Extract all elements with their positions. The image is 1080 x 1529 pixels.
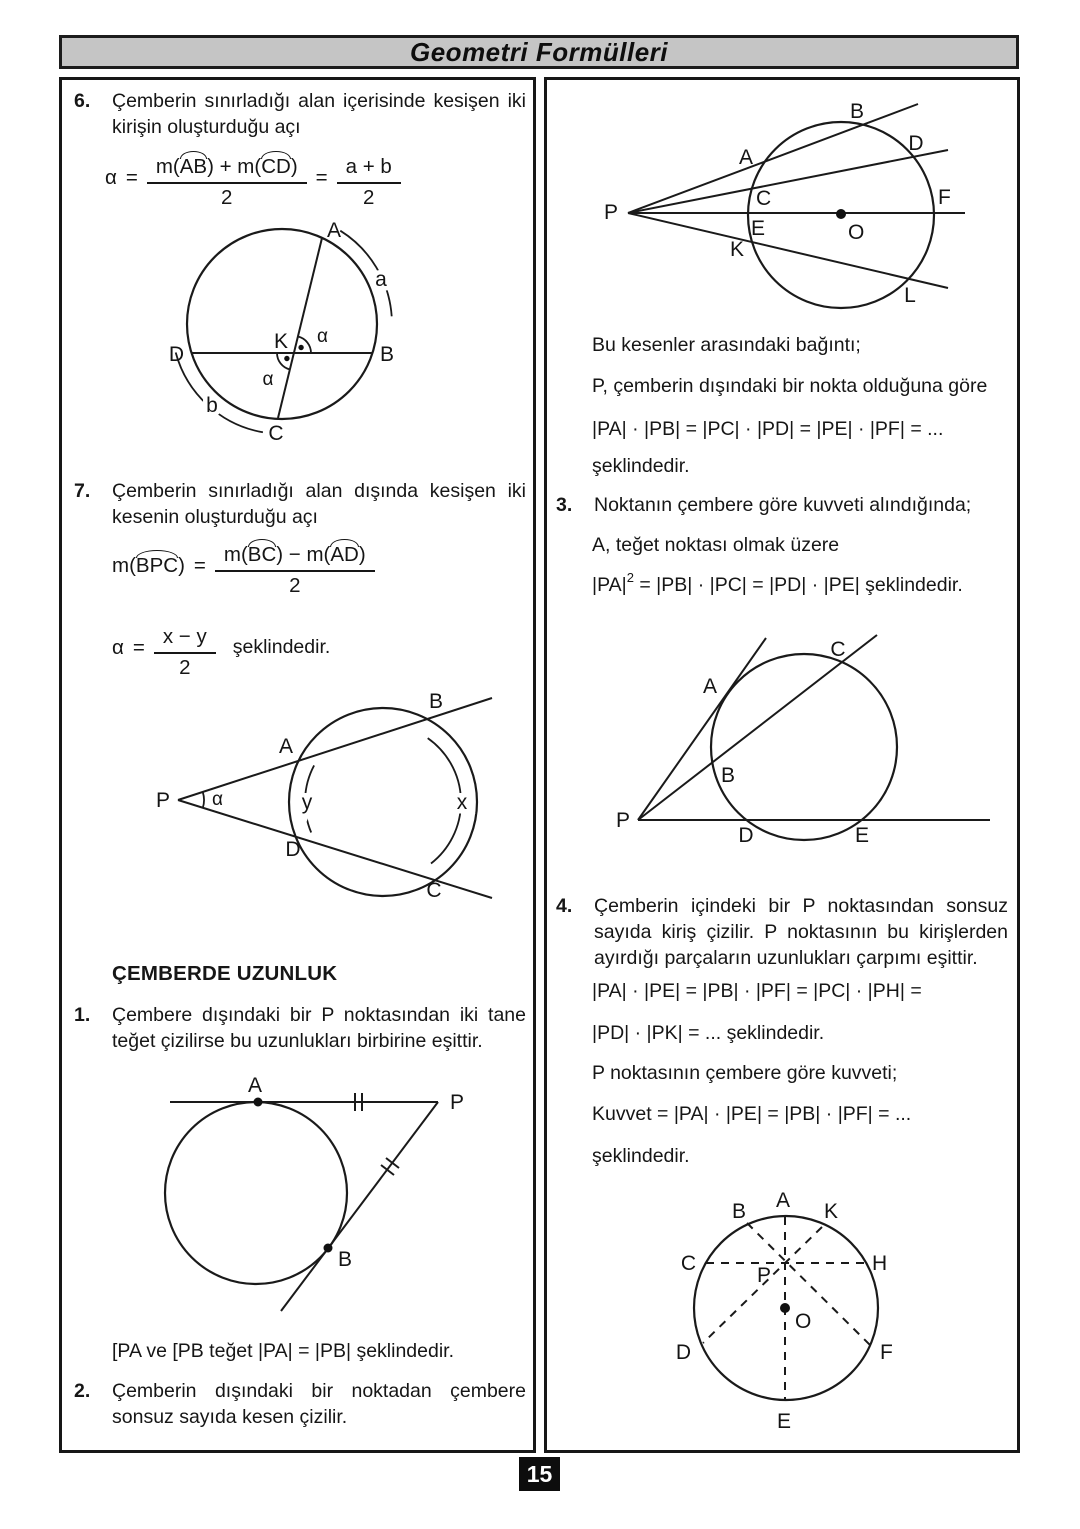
label-E: E [854,824,870,847]
page-header-banner [59,35,1019,69]
equals-sign: = [125,165,138,189]
label-B: B [731,1200,747,1223]
numerator: a + b [337,148,401,184]
page-title: Geometri Formülleri [410,36,668,67]
item-2-text: Çemberin dışındaki bir noktadan çembere sonsuz sayıda kesen çizilir. [112,1380,526,1428]
label-B: B [849,100,865,123]
arc-BC: BC [247,543,277,566]
power-intro: P noktasının çembere göre kuvveti; [592,1062,898,1084]
formula-suffix: şeklindedir. [232,636,331,659]
label-D: D [675,1341,691,1364]
label-D: D [285,838,301,861]
m-open: m( [112,553,136,577]
formula-alpha-xy [112,618,330,678]
power-of-point-formula [592,572,963,598]
point-B-dot [324,1244,333,1253]
item-3-condition: A, teğet noktası olmak üzere [592,534,840,556]
label-K: K [823,1200,839,1223]
item-1 [74,1002,526,1054]
close-paren: ) [178,553,185,577]
secant-PBC [638,635,877,820]
label-arc-x: x [456,791,468,814]
label-F: F [938,186,951,209]
power-suffix: şeklindedir. [592,1145,690,1167]
denominator: 2 [289,573,301,597]
label-A: A [327,219,342,242]
arc-AD: AD [330,543,359,566]
label-B: B [380,343,395,366]
label-arc-b: b [206,394,218,417]
item-2-number: 2. [74,1380,91,1402]
circle-outline [187,229,377,419]
page-number: 15 [526,1460,553,1487]
circle-outline [165,1102,347,1284]
circle-outline [289,708,477,896]
label-D: D [168,343,184,366]
label-L: L [904,284,916,307]
denominator: 2 [179,655,191,679]
secants-product-formula: |PA| · |PB| = |PC| · |PD| = |PE| · |PF| = ... [592,418,944,440]
secant-PAB [628,104,918,213]
m-open: m( [223,543,248,566]
label-K: K [729,238,744,261]
exponent: 2 [626,570,634,585]
diagram-interior-chords [660,1180,980,1470]
label-arc-y: y [301,791,313,814]
angle-dot [298,345,303,350]
fraction [337,148,401,208]
arc-BPC: BPC [135,553,179,577]
item-2 [74,1378,526,1430]
formula-rest: = |PB| · |PC| = |PD| · |PE| şeklindedir. [633,574,963,596]
tick-mark [386,1158,399,1168]
item-1-number: 1. [74,1004,91,1026]
secant-PCD [628,150,948,213]
label-E: E [776,1410,792,1433]
label-A: A [738,146,753,169]
item-7-text: Çemberin sınırladığı alan dışında kesişen iki kesenin oluşturduğu açı [112,480,526,528]
label-A: A [702,675,717,698]
item-4 [556,893,1008,971]
item-6-text: Çemberin sınırladığı alan içerisinde kesişen iki kirişin oluşturduğu açı [112,90,526,138]
chord-products-formula-2: |PD| · |PK| = ... şeklindedir. [592,1022,825,1044]
formula-inscribed-angle [105,148,401,208]
label-D: D [738,824,754,847]
label-P: P [615,809,630,832]
formula-external-angle [112,536,375,596]
point-A-dot [254,1098,263,1107]
label-E: E [750,217,766,240]
center-O-dot [780,1303,790,1313]
fraction [147,148,307,208]
numerator: x − y [154,618,216,654]
label-C: C [680,1252,696,1275]
label-B: B [428,690,444,713]
label-A: A [247,1074,263,1097]
fraction [154,618,216,678]
item-6 [74,88,526,140]
secants-relation-suffix: şeklindedir. [592,455,690,477]
label-C: C [830,638,846,661]
tangent-PA [638,638,766,820]
label-D: D [908,132,924,155]
diagram-intersecting-chords [150,219,430,455]
secants-relation-intro: Bu kesenler arasındaki bağıntı; [592,334,861,356]
tangent-note: [PA ve [PB teğet |PA| = |PB| şeklindedir. [112,1340,455,1362]
diagram-two-secants-angle [150,690,495,915]
minus-m: ) − m( [276,543,331,566]
equals-sign: = [315,165,328,189]
item-3-text: Noktanın çembere göre kuvveti alındığında; [594,494,972,516]
label-P: P [450,1091,465,1114]
m-BPC [112,553,185,577]
plus-m: ) + m( [207,155,262,178]
close-paren: ) [358,543,366,566]
diagram-tangent-and-secants [600,630,1010,870]
secant-PKL [628,213,948,288]
chord-products-formula-1: |PA| · |PE| = |PB| · |PF| = |PC| · |PH| = [592,980,922,1002]
label-H: H [872,1252,888,1275]
label-B: B [338,1248,353,1271]
label-P: P [155,789,170,812]
label-B: B [721,764,736,787]
arc-AB: AB [179,155,208,178]
label-A: A [278,735,293,758]
item-3-number: 3. [556,494,573,516]
label-P: P [603,201,618,224]
label-C: C [756,187,772,210]
section-heading: ÇEMBERDE UZUNLUK [112,962,338,985]
item-7 [74,478,526,530]
label-A: A [775,1189,791,1212]
item-7-number: 7. [74,480,91,502]
item-3 [556,492,1008,518]
angle-dot [284,356,289,361]
tick-mark [381,1165,394,1175]
alpha-symbol: α [105,165,117,189]
label-K: K [273,330,288,353]
angle-arc-P [203,792,204,808]
label-arc-a: a [375,268,387,291]
equals-sign: = [132,635,145,659]
fraction [215,536,375,596]
label-F: F [880,1341,893,1364]
label-alpha-top: α [317,326,328,347]
item-4-text: Çemberin içindeki bir P noktasından sonsuz sayıda kiriş çizilir. P noktasının bu kirişlerden ayırdığı parçaların uzunlukları çarpımı eşittir. [594,895,1008,969]
chord-AC [278,238,322,418]
power-formula: Kuvvet = |PA| · |PE| = |PB| · |PF| = ... [592,1103,912,1125]
pa-term: |PA| [592,574,627,596]
label-C: C [268,422,284,445]
angle-arc-bottom [277,353,290,370]
angle-arc-top [298,337,311,354]
label-O: O [795,1310,812,1333]
alpha-symbol: α [112,635,124,659]
arc-mark-b [176,353,263,433]
circle-outline [711,654,897,840]
tangent-PB [281,1102,438,1311]
denominator: 2 [221,185,233,209]
arc-CD: CD [261,155,291,178]
secants-relation-condition: P, çemberin dışındaki bir nokta olduğuna göre [592,375,988,397]
label-O: O [848,221,865,244]
label-C: C [426,879,442,902]
center-O-dot [836,209,846,219]
item-6-number: 6. [74,90,91,112]
secant-PB [178,698,492,800]
page-number-box [519,1457,560,1491]
m-open: m( [155,155,180,178]
label-alpha: α [212,789,223,810]
item-4-number: 4. [556,895,573,917]
equals-sign: = [193,553,206,577]
item-1-text: Çembere dışındaki bir P noktasından iki tane teğet çizilirse bu uzunlukları birbirine eşittir. [112,1004,526,1052]
diagram-many-secants [570,85,1010,325]
label-P: P [756,1264,771,1287]
label-alpha-bottom: α [262,369,274,390]
close-paren: ) [290,155,298,178]
diagram-two-tangents [140,1074,470,1328]
denominator: 2 [363,185,375,209]
